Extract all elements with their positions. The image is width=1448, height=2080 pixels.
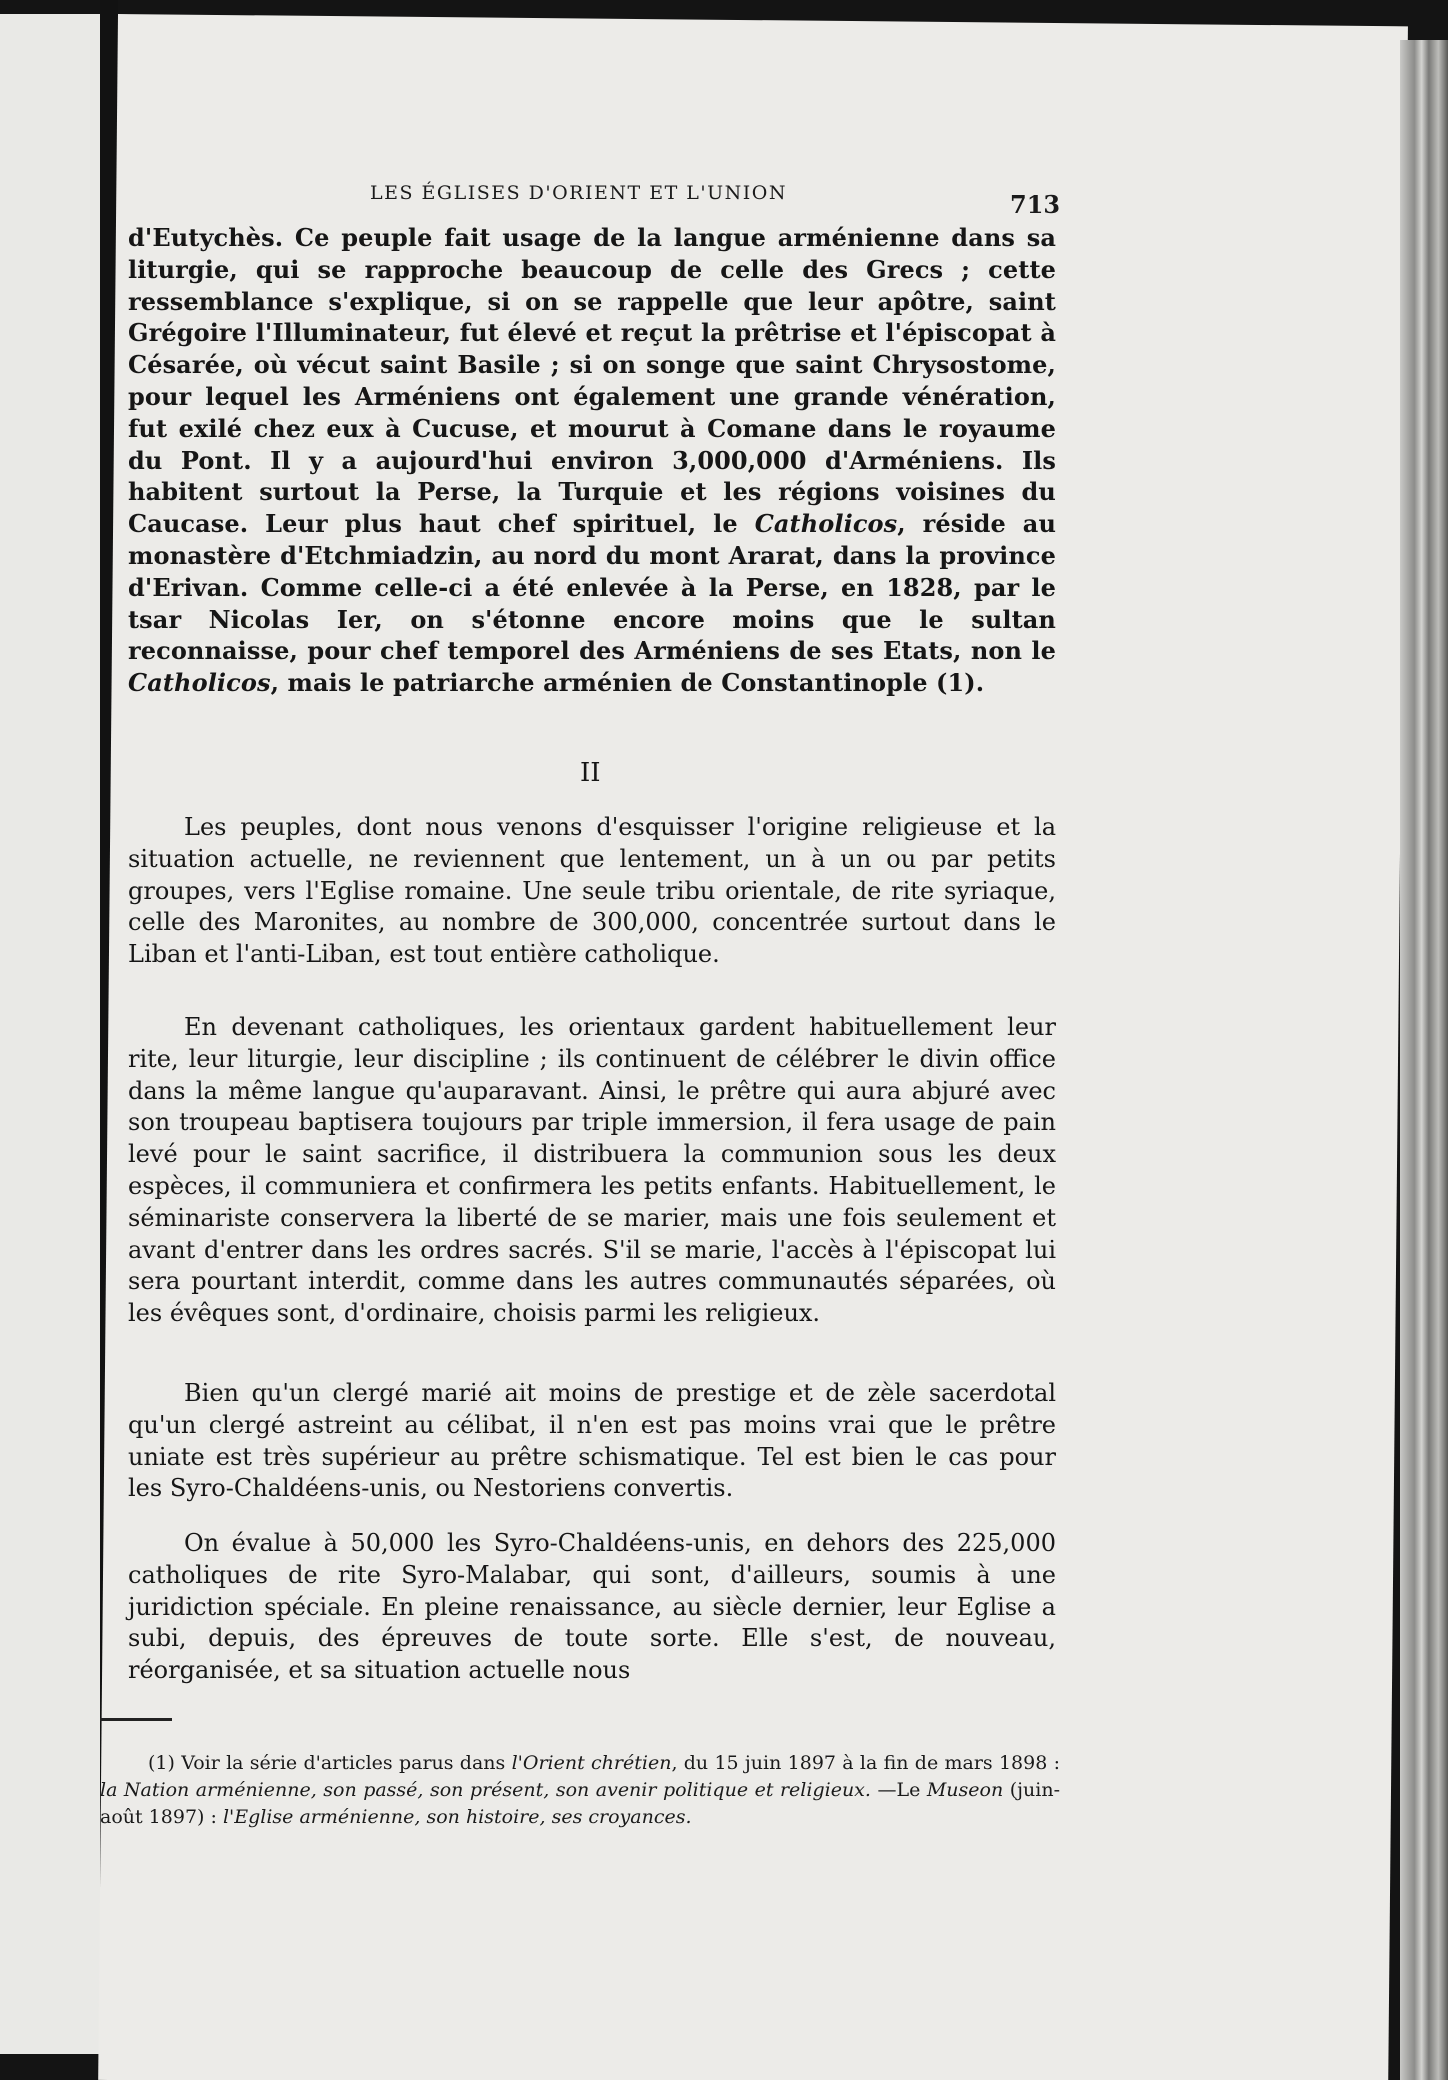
italic-term: Catholicos (754, 509, 898, 539)
page-stack-edge (1400, 40, 1448, 2080)
paragraph-rites: En devenant catholiques, les orientaux gardent habituellement leur rite, leur liturgie, leur discipline ; ils continuent de célébrer le divin office dans la même langue qu'auparavant. Ainsi, le prêtre qui aura abjuré avec son troupeau baptisera toujours par triple immersion, il fera usage de pain levé pour le saint sacrifice, il distribuera la communion sous les deux espèces, il communiera et confirmera les petits enfants. Habituellement, le séminariste conservera la liberté de se marier, mais une fois seulement et avant d'entrer dans les ordres sacrés. S'il se marie, l'accès à l'épiscopat lui sera pourtant interdit, comme dans les autres communautés séparées, où les évêques sont, d'ordinaire, choisis parmi les religieux. (128, 1013, 1056, 1328)
footnote-text: Voir la série d'articles parus dans (174, 1752, 512, 1774)
footnote-number: (1) (148, 1752, 175, 1774)
paragraph-text: , réside au monastère d'Etchmiadzin, au nord du mont Ararat, dans la province d'Erivan. Comme celle-ci a été enlevée à la Perse, en 1828, par le tsar Nicolas Ier, on s'étonne encore moins que le sultan reconnaisse, pour chef temporel des Arméniens de ses Etats, non le (128, 509, 1056, 666)
footnote-italic: la Nation arménienne, son passé, son présent, son avenir politique et religieux. (100, 1779, 871, 1801)
paragraph-armenians (128, 222, 1056, 699)
page-number: 713 (1010, 190, 1061, 219)
footnote (100, 1750, 1060, 1831)
paragraph-syro-chaldeans: On évalue à 50,000 les Syro-Chaldéens-unis, en dehors des 225,000 catholiques de rite Syro-Malabar, qui sont, d'ailleurs, soumis à une juridiction spéciale. En pleine renaissance, au siècle dernier, leur Eglise a subi, depuis, des épreuves de toute sorte. Elle s'est, de nouveau, réorganisée, et sa situation actuelle nous (128, 1529, 1056, 1685)
italic-term: Catholicos (128, 668, 271, 698)
paragraph-clergy: Bien qu'un clergé marié ait moins de prestige et de zèle sacerdotal qu'un clergé astreint au célibat, il n'en est pas moins vrai que le prêtre uniate est très supérieur au prêtre schismatique. Tel est bien le cas pour les Syro-Chaldéens-unis, ou Nestoriens convertis. (128, 1379, 1056, 1503)
paragraph-text: d'Eutychès. Ce peuple fait usage de la langue arménienne dans sa liturgie, qui se rapproche beaucoup de celle des Grecs ; cette ressemblance s'explique, si on se rappelle que leur apôtre, saint Grégoire l'Illuminateur, fut élevé et reçut la prêtrise et l'épiscopat à Césarée, où vécut saint Basile ; si on songe que saint Chrysostome, pour lequel les Arméniens ont également une grande vénération, fut exilé chez eux à Cucuse, et mourut à Comane dans le royaume du Pont. Il y a aujourd'hui environ 3,000,000 d'Arméniens. Ils habitent surtout la Perse, la Turquie et les régions voisines du Caucase. Leur plus haut chef spirituel, le (128, 223, 1056, 539)
footnote-italic: Museon (926, 1779, 1004, 1801)
footnote-text: —Le (870, 1779, 927, 1801)
paragraph-text: , mais le patriarche arménien de Constantinople (1). (270, 668, 985, 698)
section-heading: II (580, 758, 601, 788)
facing-page-edge (0, 14, 100, 2054)
footnote-text: (juin-août 1897) : (100, 1779, 1060, 1828)
footnote-italic: l'Orient chrétien (511, 1752, 672, 1774)
running-head: LES ÉGLISES D'ORIENT ET L'UNION (370, 182, 787, 204)
paragraph-peoples: Les peuples, dont nous venons d'esquisser l'origine religieuse et la situation actuelle, ne reviennent que lentement, un à un ou par petits groupes, vers l'Eglise romaine. Une seule tribu orientale, de rite syriaque, celle des Maronites, au nombre de 300,000, concentrée surtout dans le Liban et l'anti-Liban, est tout entière catholique. (128, 813, 1056, 969)
footnote-italic: l'Eglise arménienne, son histoire, ses croyances. (222, 1806, 692, 1828)
footnote-text: , du 15 juin 1897 à la fin de mars 1898 : (671, 1752, 1061, 1774)
footnote-rule (100, 1718, 172, 1721)
